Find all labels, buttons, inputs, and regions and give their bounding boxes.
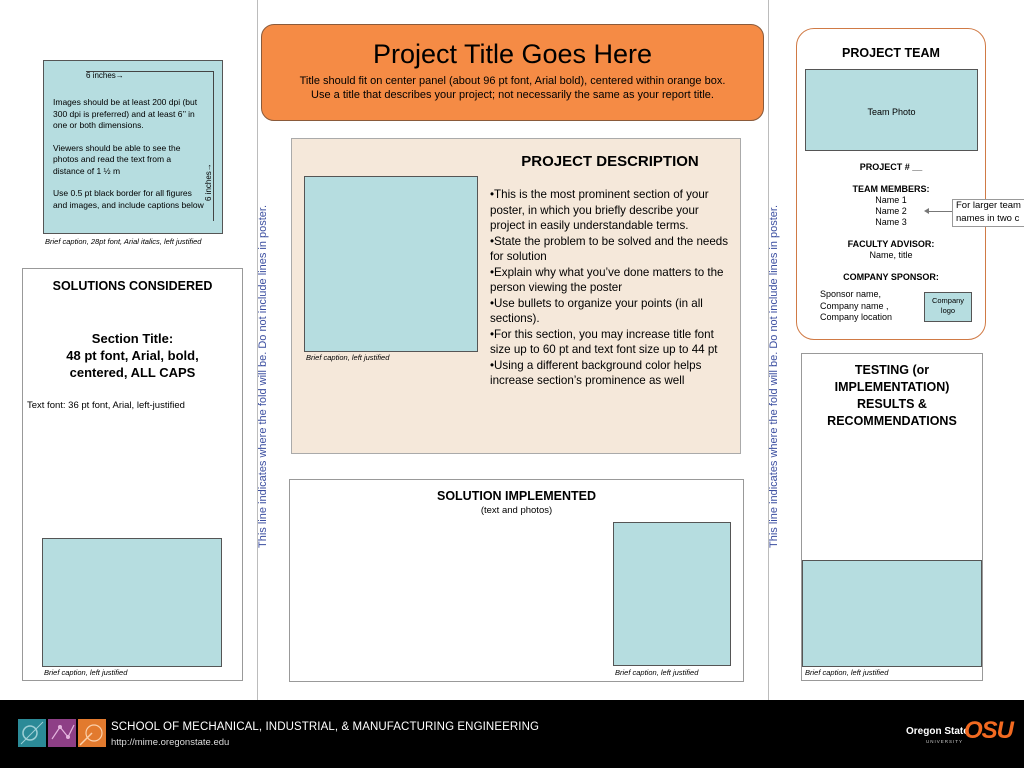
- height-line: [213, 71, 214, 221]
- width-label: 6 inches→: [86, 71, 124, 80]
- height-label: 6 inches→: [204, 163, 213, 201]
- description-bullets: [490, 187, 730, 389]
- description-caption: Brief caption, left justified: [306, 353, 390, 362]
- image-guide-para-2: Viewers should be able to see the photos and read the text from a distance of 1 ½ m: [53, 142, 181, 176]
- text-font-note: Text font: 36 pt font, Arial, left-justified: [27, 400, 185, 411]
- purple-network-logo-icon: [48, 719, 76, 747]
- sponsor-details: [820, 289, 892, 324]
- description-heading: PROJECT DESCRIPTION: [521, 153, 699, 170]
- description-bullet: •Using a different background color helps increase section’s prominence as well: [490, 358, 702, 387]
- network-outline-icon: [48, 719, 76, 747]
- gear-outline-icon: [18, 719, 46, 747]
- testing-heading-line-4: RECOMMENDATIONS: [827, 414, 957, 428]
- teal-gear-logo-icon: [18, 719, 46, 747]
- image-guide-box: [43, 60, 223, 234]
- callout-line-2: names in two c: [956, 212, 1020, 224]
- title-instructions: [262, 74, 763, 102]
- testing-heading: [802, 362, 982, 430]
- section-title-line-2: 48 pt font, Arial, bold,: [66, 348, 199, 363]
- members-heading: TEAM MEMBERS:: [852, 184, 930, 194]
- implemented-heading: SOLUTION IMPLEMENTED: [436, 489, 597, 503]
- image-guide-text: [53, 97, 205, 211]
- member-name: Name 2: [875, 206, 907, 216]
- school-url[interactable]: http://mime.oregonstate.edu: [111, 737, 230, 748]
- tool-outline-icon: [78, 719, 106, 747]
- title-box: [261, 24, 764, 121]
- sponsor-heading: COMPANY SPONSOR:: [843, 272, 939, 282]
- testing-photo: [802, 560, 982, 667]
- company-logo-box: [924, 292, 972, 322]
- company-name: Company name ,: [820, 300, 889, 311]
- testing-heading-line-3: RESULTS &: [857, 397, 927, 411]
- solutions-heading: SOLUTIONS CONSIDERED: [52, 279, 213, 293]
- section-title-line-1: Section Title:: [91, 331, 174, 346]
- osu-logo: OSU: [964, 717, 1014, 744]
- title-instruction-2: Use a title that describes your project; not necessarily the same as your report title.: [311, 89, 714, 101]
- testing-heading-line-1: TESTING (or: [854, 363, 930, 377]
- title-instruction-1: Title should fit on center panel (about 96 pt font, Arial bold), centered within orange box.: [299, 75, 726, 87]
- sponsor-name: Sponsor name,: [820, 289, 882, 299]
- school-name: SCHOOL OF MECHANICAL, INDUSTRIAL, & MANUFACTURING ENGINEERING: [111, 721, 540, 733]
- solutions-caption: Brief caption, left justified: [44, 668, 128, 677]
- member-name: Name 3: [875, 217, 907, 227]
- description-bullet: •Explain why what you’ve done matters to the person viewing the poster: [490, 265, 724, 294]
- description-panel: [291, 138, 741, 454]
- left-fold-note: This line indicates where the fold will be. Do not include lines in poster.: [257, 204, 269, 548]
- implemented-caption: Brief caption, left justified: [615, 668, 699, 677]
- implemented-panel: [289, 479, 744, 682]
- footer-bar: [0, 700, 1024, 768]
- callout-line-1: For larger team: [956, 200, 1021, 211]
- callout-arrow-head: [924, 208, 929, 214]
- company-logo-line-2: logo: [940, 306, 956, 315]
- company-logo-line-1: Company: [931, 296, 965, 305]
- right-fold-note: This line indicates where the fold will be. Do not include lines in poster.: [768, 204, 780, 548]
- testing-panel: [801, 353, 983, 681]
- project-number: PROJECT # __: [859, 162, 923, 172]
- implemented-subheading: (text and photos): [480, 505, 553, 516]
- orange-tool-logo-icon: [78, 719, 106, 747]
- project-title: Project Title Goes Here: [372, 39, 653, 69]
- image-guide-caption: Brief caption, 28pt font, Arial italics, left justified: [45, 237, 202, 246]
- team-photo: [805, 69, 978, 151]
- larger-team-callout: [952, 199, 1024, 227]
- section-title-note: [23, 330, 242, 381]
- description-photo: [304, 176, 478, 352]
- image-guide-para-1: Images should be at least 200 dpi (but 300 dpi is preferred) and at least 6’’ in one or both dimensions.: [53, 97, 198, 130]
- advisor-heading: FACULTY ADVISOR:: [847, 239, 935, 249]
- advisor-name: Name, title: [869, 250, 913, 260]
- callout-arrow-line: [926, 211, 952, 212]
- description-bullet: •For this section, you may increase title font size up to 60 pt and text font size up to 44 pt: [490, 327, 718, 356]
- description-bullet: •Use bullets to organize your points (in all sections).: [490, 296, 703, 325]
- team-heading: PROJECT TEAM: [842, 46, 940, 60]
- image-guide-para-3: Use 0.5 pt black border for all figures and images, and include captions below: [53, 188, 204, 210]
- testing-heading-line-2: IMPLEMENTATION): [834, 380, 950, 394]
- description-bullet: •This is the most prominent section of your poster, in which you briefly describe your project in easily understandable terms.: [490, 188, 709, 232]
- section-title-line-3: centered, ALL CAPS: [69, 365, 196, 380]
- testing-caption: Brief caption, left justified: [805, 668, 889, 677]
- description-bullet: •State the problem to be solved and the needs for solution: [490, 234, 729, 263]
- team-panel: [796, 28, 986, 340]
- team-photo-label: Team Photo: [867, 107, 916, 117]
- member-name: Name 1: [875, 195, 907, 205]
- osu-wordmark: Oregon State: [906, 726, 969, 737]
- osu-university-label: UNIVERSITY: [926, 739, 964, 744]
- company-logo-label: [925, 296, 971, 316]
- company-location: Company location: [820, 312, 893, 322]
- solutions-photo: [42, 538, 222, 667]
- implemented-photo: [613, 522, 731, 666]
